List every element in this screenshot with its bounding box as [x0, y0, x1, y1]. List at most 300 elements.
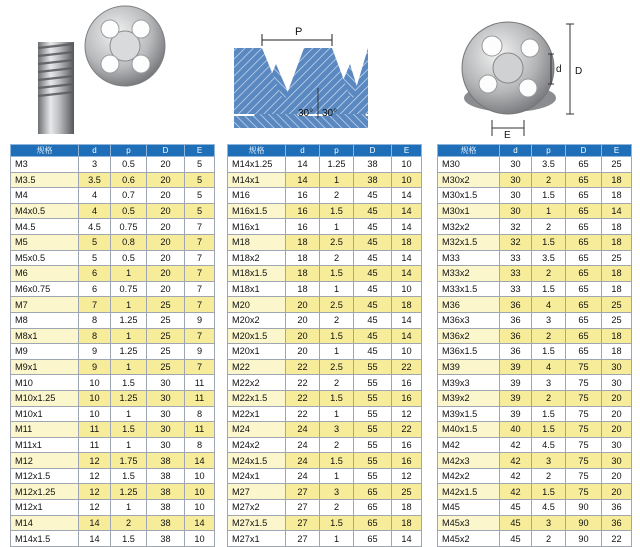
value-cell: 12 — [79, 453, 111, 469]
thread-size-cell: M24x1.5 — [228, 453, 286, 469]
value-cell: 7 — [185, 219, 215, 235]
thread-size-cell: M10 — [11, 375, 79, 391]
value-cell: 75 — [566, 468, 602, 484]
value-cell: 14 — [392, 266, 422, 282]
value-cell: 20 — [602, 390, 632, 406]
value-cell: 65 — [566, 234, 602, 250]
value-cell: 1.5 — [111, 422, 147, 438]
column-header: E — [392, 145, 422, 157]
value-cell: 0.75 — [111, 281, 147, 297]
table-row — [228, 468, 422, 484]
thread-size-cell: M16 — [228, 188, 286, 204]
value-cell: 36 — [602, 515, 632, 531]
thread-size-cell: M24x1 — [228, 468, 286, 484]
thread-size-cell: M3 — [11, 157, 79, 173]
thread-size-cell: M16x1.5 — [228, 203, 286, 219]
value-cell: 10 — [185, 500, 215, 516]
value-cell: 65 — [354, 515, 392, 531]
value-cell: 39 — [500, 375, 532, 391]
value-cell: 45 — [354, 188, 392, 204]
thread-size-cell: M42x2 — [438, 468, 500, 484]
value-cell: 33 — [500, 250, 532, 266]
column-header: d — [500, 145, 532, 157]
angle-left-label: 30° — [298, 108, 314, 119]
thread-size-cell: M12 — [11, 453, 79, 469]
value-cell: 38 — [147, 453, 185, 469]
thread-size-cell: M3.5 — [11, 172, 79, 188]
table-row — [11, 437, 215, 453]
thread-size-cell: M36x2 — [438, 328, 500, 344]
table-row — [11, 234, 215, 250]
thread-size-cell: M8 — [11, 312, 79, 328]
thread-size-cell: M14 — [11, 515, 79, 531]
thread-size-cell: M33x1.5 — [438, 281, 500, 297]
value-cell: 1 — [320, 344, 354, 360]
thread-size-cell: M7 — [11, 297, 79, 313]
thread-size-cell: M24x2 — [228, 437, 286, 453]
value-cell: 55 — [354, 359, 392, 375]
value-cell: 1.5 — [320, 266, 354, 282]
value-cell: 1.5 — [320, 203, 354, 219]
value-cell: 45 — [354, 266, 392, 282]
die-D-label: D — [575, 66, 583, 77]
thread-size-cell: M40x1.5 — [438, 422, 500, 438]
value-cell: 1 — [111, 328, 147, 344]
thread-size-cell: M4x0.5 — [11, 203, 79, 219]
value-cell: 65 — [566, 281, 602, 297]
thread-size-cell: M27x2 — [228, 500, 286, 516]
table-row — [228, 157, 422, 173]
column-header: D — [566, 145, 602, 157]
table-row — [228, 484, 422, 500]
value-cell: 18 — [392, 515, 422, 531]
value-cell: 38 — [147, 515, 185, 531]
thread-size-cell: M33x2 — [438, 266, 500, 282]
table-header-row — [228, 145, 422, 157]
table-row — [11, 375, 215, 391]
value-cell: 18 — [286, 281, 320, 297]
table-row — [228, 219, 422, 235]
value-cell: 3 — [532, 312, 566, 328]
value-cell: 10 — [185, 484, 215, 500]
value-cell: 7 — [79, 297, 111, 313]
thread-size-cell: M18x2 — [228, 250, 286, 266]
value-cell: 5 — [185, 172, 215, 188]
table-row — [11, 531, 215, 547]
thread-size-cell: M42x1.5 — [438, 484, 500, 500]
value-cell: 7 — [185, 281, 215, 297]
table-row — [438, 359, 632, 375]
table-row — [11, 188, 215, 204]
value-cell: 2.5 — [320, 297, 354, 313]
value-cell: 16 — [286, 203, 320, 219]
thread-size-cell: M9x1 — [11, 359, 79, 375]
value-cell: 1 — [111, 500, 147, 516]
value-cell: 65 — [566, 344, 602, 360]
spec-table-panel-3 — [437, 144, 632, 547]
thread-size-cell: M12x1 — [11, 500, 79, 516]
table-row — [228, 422, 422, 438]
value-cell: 3.5 — [532, 157, 566, 173]
table-row — [228, 250, 422, 266]
value-cell: 36 — [500, 344, 532, 360]
value-cell: 9 — [185, 312, 215, 328]
value-cell: 38 — [147, 531, 185, 547]
value-cell: 3.5 — [79, 172, 111, 188]
value-cell: 10 — [79, 390, 111, 406]
value-cell: 30 — [147, 406, 185, 422]
value-cell: 4.5 — [532, 500, 566, 516]
value-cell: 1 — [320, 468, 354, 484]
thread-size-cell: M30x2 — [438, 172, 500, 188]
value-cell: 38 — [147, 468, 185, 484]
value-cell: 39 — [500, 406, 532, 422]
column-header: d — [286, 145, 320, 157]
value-cell: 90 — [566, 500, 602, 516]
value-cell: 45 — [354, 219, 392, 235]
value-cell: 42 — [500, 468, 532, 484]
thread-size-cell: M18 — [228, 234, 286, 250]
round-die — [85, 6, 165, 86]
thread-size-cell: M4 — [11, 188, 79, 204]
value-cell: 55 — [354, 453, 392, 469]
thread-size-cell: M22x2 — [228, 375, 286, 391]
table-row — [228, 406, 422, 422]
value-cell: 65 — [566, 328, 602, 344]
value-cell: 38 — [147, 484, 185, 500]
value-cell: 27 — [286, 531, 320, 547]
value-cell: 45 — [354, 344, 392, 360]
thread-size-cell: M30 — [438, 157, 500, 173]
value-cell: 11 — [185, 375, 215, 391]
value-cell: 14 — [185, 515, 215, 531]
value-cell: 30 — [500, 157, 532, 173]
thread-size-cell: M20x2 — [228, 312, 286, 328]
spec-table-panel-1 — [10, 144, 215, 547]
value-cell: 20 — [147, 157, 185, 173]
value-cell: 39 — [500, 390, 532, 406]
value-cell: 14 — [79, 515, 111, 531]
table-row — [11, 328, 215, 344]
value-cell: 90 — [566, 531, 602, 547]
value-cell: 55 — [354, 422, 392, 438]
value-cell: 25 — [602, 250, 632, 266]
value-cell: 18 — [602, 328, 632, 344]
value-cell: 0.6 — [111, 172, 147, 188]
value-cell: 30 — [147, 437, 185, 453]
value-cell: 30 — [500, 172, 532, 188]
value-cell: 1.5 — [532, 406, 566, 422]
value-cell: 75 — [566, 484, 602, 500]
thread-size-cell: M10x1.25 — [11, 390, 79, 406]
value-cell: 65 — [566, 266, 602, 282]
value-cell: 22 — [286, 359, 320, 375]
table-row — [228, 297, 422, 313]
value-cell: 14 — [392, 203, 422, 219]
thread-size-cell: M30x1 — [438, 203, 500, 219]
value-cell: 14 — [392, 531, 422, 547]
value-cell: 2.5 — [320, 234, 354, 250]
value-cell: 65 — [354, 484, 392, 500]
value-cell: 1.5 — [532, 281, 566, 297]
value-cell: 14 — [79, 531, 111, 547]
value-cell: 3 — [79, 157, 111, 173]
angle-right-label: 30° — [322, 108, 338, 119]
value-cell: 45 — [354, 281, 392, 297]
value-cell: 45 — [354, 250, 392, 266]
thread-size-cell: M22x1 — [228, 406, 286, 422]
table-row — [228, 188, 422, 204]
thread-size-cell: M16x1 — [228, 219, 286, 235]
value-cell: 45 — [354, 312, 392, 328]
thread-profile-diagram — [232, 18, 372, 128]
value-cell: 14 — [392, 188, 422, 204]
value-cell: 2 — [111, 515, 147, 531]
thread-size-cell: M20x1 — [228, 344, 286, 360]
value-cell: 42 — [500, 484, 532, 500]
value-cell: 20 — [147, 250, 185, 266]
value-cell: 1.5 — [111, 468, 147, 484]
value-cell: 65 — [566, 312, 602, 328]
value-cell: 16 — [392, 375, 422, 391]
thread-size-cell: M27x1.5 — [228, 515, 286, 531]
column-header: p — [320, 145, 354, 157]
table-row — [438, 484, 632, 500]
value-cell: 22 — [392, 422, 422, 438]
thread-size-cell: M45 — [438, 500, 500, 516]
table-header-row — [11, 145, 215, 157]
value-cell: 65 — [566, 250, 602, 266]
value-cell: 18 — [602, 281, 632, 297]
column-header: 规格 — [228, 145, 286, 157]
value-cell: 1 — [320, 406, 354, 422]
thread-size-cell: M45x3 — [438, 515, 500, 531]
value-cell: 65 — [354, 531, 392, 547]
die-d-label: d — [556, 64, 562, 75]
value-cell: 8 — [79, 328, 111, 344]
table-row — [228, 234, 422, 250]
thread-size-cell: M5 — [11, 234, 79, 250]
table-row — [438, 250, 632, 266]
value-cell: 38 — [147, 500, 185, 516]
value-cell: 75 — [566, 406, 602, 422]
value-cell: 20 — [147, 203, 185, 219]
value-cell: 25 — [147, 297, 185, 313]
value-cell: 14 — [286, 157, 320, 173]
pitch-label: P — [295, 26, 303, 38]
table-header-row — [438, 145, 632, 157]
table-row — [438, 390, 632, 406]
value-cell: 25 — [392, 484, 422, 500]
column-header: p — [111, 145, 147, 157]
value-cell: 65 — [566, 157, 602, 173]
column-header: 规格 — [438, 145, 500, 157]
table-row — [228, 312, 422, 328]
thread-size-cell: M39x2 — [438, 390, 500, 406]
value-cell: 20 — [286, 312, 320, 328]
thread-size-cell: M32x2 — [438, 219, 500, 235]
table-row — [438, 157, 632, 173]
value-cell: 3.5 — [532, 250, 566, 266]
value-cell: 18 — [602, 344, 632, 360]
value-cell: 20 — [147, 281, 185, 297]
thread-size-cell: M22 — [228, 359, 286, 375]
thread-size-cell: M12x1.5 — [11, 468, 79, 484]
column-header: 规格 — [11, 145, 79, 157]
value-cell: 2 — [532, 266, 566, 282]
value-cell: 9 — [185, 344, 215, 360]
value-cell: 12 — [392, 406, 422, 422]
value-cell: 39 — [500, 359, 532, 375]
value-cell: 3 — [532, 453, 566, 469]
value-cell: 20 — [147, 172, 185, 188]
table-row — [11, 344, 215, 360]
value-cell: 18 — [602, 234, 632, 250]
value-cell: 7 — [185, 328, 215, 344]
value-cell: 55 — [354, 468, 392, 484]
table-row — [438, 468, 632, 484]
value-cell: 12 — [79, 484, 111, 500]
value-cell: 18 — [602, 219, 632, 235]
table-row — [11, 468, 215, 484]
value-cell: 2 — [320, 250, 354, 266]
thread-size-cell: M11x1 — [11, 437, 79, 453]
value-cell: 8 — [185, 406, 215, 422]
value-cell: 14 — [392, 328, 422, 344]
value-cell: 18 — [286, 250, 320, 266]
value-cell: 33 — [500, 281, 532, 297]
value-cell: 45 — [354, 203, 392, 219]
thread-size-cell: M45x2 — [438, 531, 500, 547]
threaded-bolt — [38, 42, 74, 134]
value-cell: 55 — [354, 375, 392, 391]
value-cell: 4.5 — [79, 219, 111, 235]
value-cell: 5 — [79, 234, 111, 250]
thread-size-cell: M27x1 — [228, 531, 286, 547]
value-cell: 10 — [392, 157, 422, 173]
value-cell: 11 — [185, 390, 215, 406]
value-cell: 30 — [147, 375, 185, 391]
table-row — [11, 266, 215, 282]
value-cell: 10 — [392, 344, 422, 360]
value-cell: 25 — [602, 297, 632, 313]
thread-size-cell: M6 — [11, 266, 79, 282]
table-row — [438, 234, 632, 250]
value-cell: 1 — [111, 266, 147, 282]
value-cell: 9 — [79, 344, 111, 360]
spec-table — [437, 144, 632, 547]
value-cell: 45 — [500, 515, 532, 531]
thread-size-cell: M14x1 — [228, 172, 286, 188]
value-cell: 20 — [286, 344, 320, 360]
thread-size-cell: M39x1.5 — [438, 406, 500, 422]
value-cell: 16 — [286, 188, 320, 204]
value-cell: 0.5 — [111, 203, 147, 219]
table-row — [228, 266, 422, 282]
table-row — [438, 437, 632, 453]
value-cell: 24 — [286, 453, 320, 469]
value-cell: 1.5 — [320, 328, 354, 344]
value-cell: 16 — [286, 219, 320, 235]
value-cell: 4 — [79, 203, 111, 219]
table-row — [438, 297, 632, 313]
value-cell: 27 — [286, 484, 320, 500]
table-row — [11, 390, 215, 406]
table-row — [11, 157, 215, 173]
value-cell: 24 — [286, 422, 320, 438]
thread-size-cell: M22x1.5 — [228, 390, 286, 406]
thread-size-cell: M24 — [228, 422, 286, 438]
column-header: D — [354, 145, 392, 157]
table-row — [11, 515, 215, 531]
value-cell: 36 — [602, 500, 632, 516]
value-cell: 0.8 — [111, 234, 147, 250]
value-cell: 1.5 — [320, 453, 354, 469]
value-cell: 1 — [320, 219, 354, 235]
value-cell: 25 — [147, 344, 185, 360]
table-row — [438, 515, 632, 531]
value-cell: 1.25 — [320, 157, 354, 173]
table-row — [11, 219, 215, 235]
value-cell: 11 — [185, 422, 215, 438]
value-cell: 16 — [392, 437, 422, 453]
value-cell: 2 — [320, 500, 354, 516]
table-row — [228, 203, 422, 219]
value-cell: 1.25 — [111, 484, 147, 500]
value-cell: 42 — [500, 453, 532, 469]
value-cell: 1 — [111, 406, 147, 422]
value-cell: 36 — [500, 312, 532, 328]
table-row — [228, 453, 422, 469]
value-cell: 24 — [286, 468, 320, 484]
value-cell: 75 — [566, 390, 602, 406]
value-cell: 0.7 — [111, 188, 147, 204]
value-cell: 2 — [532, 390, 566, 406]
table-row — [228, 375, 422, 391]
thread-size-cell: M11 — [11, 422, 79, 438]
value-cell: 6 — [79, 266, 111, 282]
value-cell: 1.5 — [320, 515, 354, 531]
column-header: d — [79, 145, 111, 157]
table-row — [228, 359, 422, 375]
table-row — [228, 390, 422, 406]
thread-size-cell: M8x1 — [11, 328, 79, 344]
value-cell: 1.5 — [532, 234, 566, 250]
value-cell: 40 — [500, 422, 532, 438]
value-cell: 8 — [79, 312, 111, 328]
value-cell: 25 — [602, 157, 632, 173]
value-cell: 20 — [147, 188, 185, 204]
value-cell: 2 — [532, 531, 566, 547]
value-cell: 33 — [500, 266, 532, 282]
thread-size-cell: M36x1.5 — [438, 344, 500, 360]
value-cell: 1.25 — [111, 390, 147, 406]
value-cell: 6 — [79, 281, 111, 297]
table-row — [438, 328, 632, 344]
value-cell: 10 — [185, 531, 215, 547]
value-cell: 1.25 — [111, 344, 147, 360]
value-cell: 55 — [354, 406, 392, 422]
table-row — [11, 203, 215, 219]
value-cell: 22 — [286, 390, 320, 406]
value-cell: 10 — [185, 468, 215, 484]
value-cell: 1 — [111, 297, 147, 313]
value-cell: 75 — [566, 437, 602, 453]
value-cell: 14 — [392, 219, 422, 235]
thread-size-cell: M39 — [438, 359, 500, 375]
value-cell: 24 — [286, 437, 320, 453]
table-row — [228, 281, 422, 297]
